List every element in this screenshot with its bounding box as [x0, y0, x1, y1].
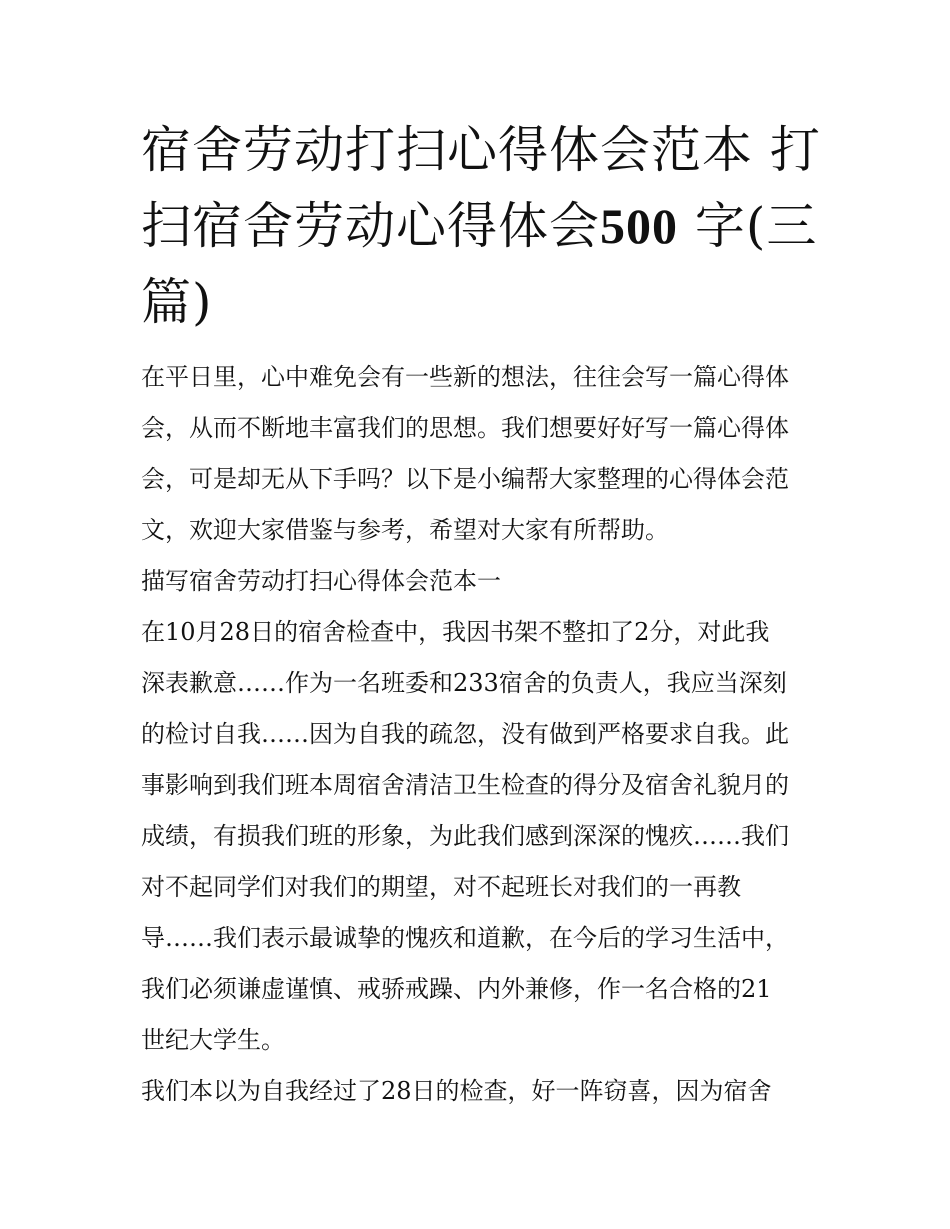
paragraph-1 — [141, 607, 831, 1066]
intro-line: 会，从而不断地丰富我们的思想。我们想要好好写一篇心得体 — [141, 414, 789, 442]
intro-line: 会，可是却无从下手吗？以下是小编帮大家整理的心得体会范 — [141, 465, 789, 493]
title-word-count: 500 — [600, 198, 678, 254]
intro-line: 文，欢迎大家借鉴与参考，希望对大家有所帮助。 — [141, 516, 669, 544]
section-heading — [141, 556, 831, 607]
title-line-1: 宿舍劳动打扫心得体会范本 打 — [141, 121, 821, 179]
paragraph-line: 导……我们表示最诚挚的愧疚和道歉，在今后的学习生活中， — [141, 924, 789, 952]
paragraph-line: 我们本以为自我经过了28日的检查，好一阵窃喜，因为宿舍 — [141, 1077, 772, 1105]
title-line-2: 扫宿舍劳动心得体会 — [141, 197, 600, 255]
paragraph-line: 对不起同学们对我们的期望，对不起班长对我们的一再教 — [141, 873, 741, 901]
paragraph-line: 在10月28日的宿舍检查中，我因书架不整扣了2分，对此我 — [141, 618, 770, 646]
document-body — [141, 352, 831, 1117]
paragraph-2 — [141, 1066, 831, 1117]
paragraph-line: 深表歉意……作为一名班委和233宿舍的负责人，我应当深刻 — [141, 669, 787, 697]
title-line-2-end: 字(三 — [678, 197, 818, 255]
paragraph-line: 的检讨自我……因为自我的疏忽，没有做到严格要求自我。此 — [141, 720, 789, 748]
paragraph-line: 成绩，有损我们班的形象，为此我们感到深深的愧疚……我们 — [141, 822, 789, 850]
paragraph-line: 事影响到我们班本周宿舍清洁卫生检查的得分及宿舍礼貌月的 — [141, 771, 789, 799]
intro-paragraph — [141, 352, 831, 556]
paragraph-line: 世纪大学生。 — [141, 1026, 285, 1054]
document-title — [141, 112, 821, 340]
title-line-3: 篇) — [141, 273, 213, 331]
section-heading-text: 描写宿舍劳动打扫心得体会范本一 — [141, 567, 501, 595]
paragraph-line: 我们必须谦虚谨慎、戒骄戒躁、内外兼修，作一名合格的21 — [141, 975, 772, 1003]
intro-line: 在平日里，心中难免会有一些新的想法，往往会写一篇心得体 — [141, 363, 789, 391]
